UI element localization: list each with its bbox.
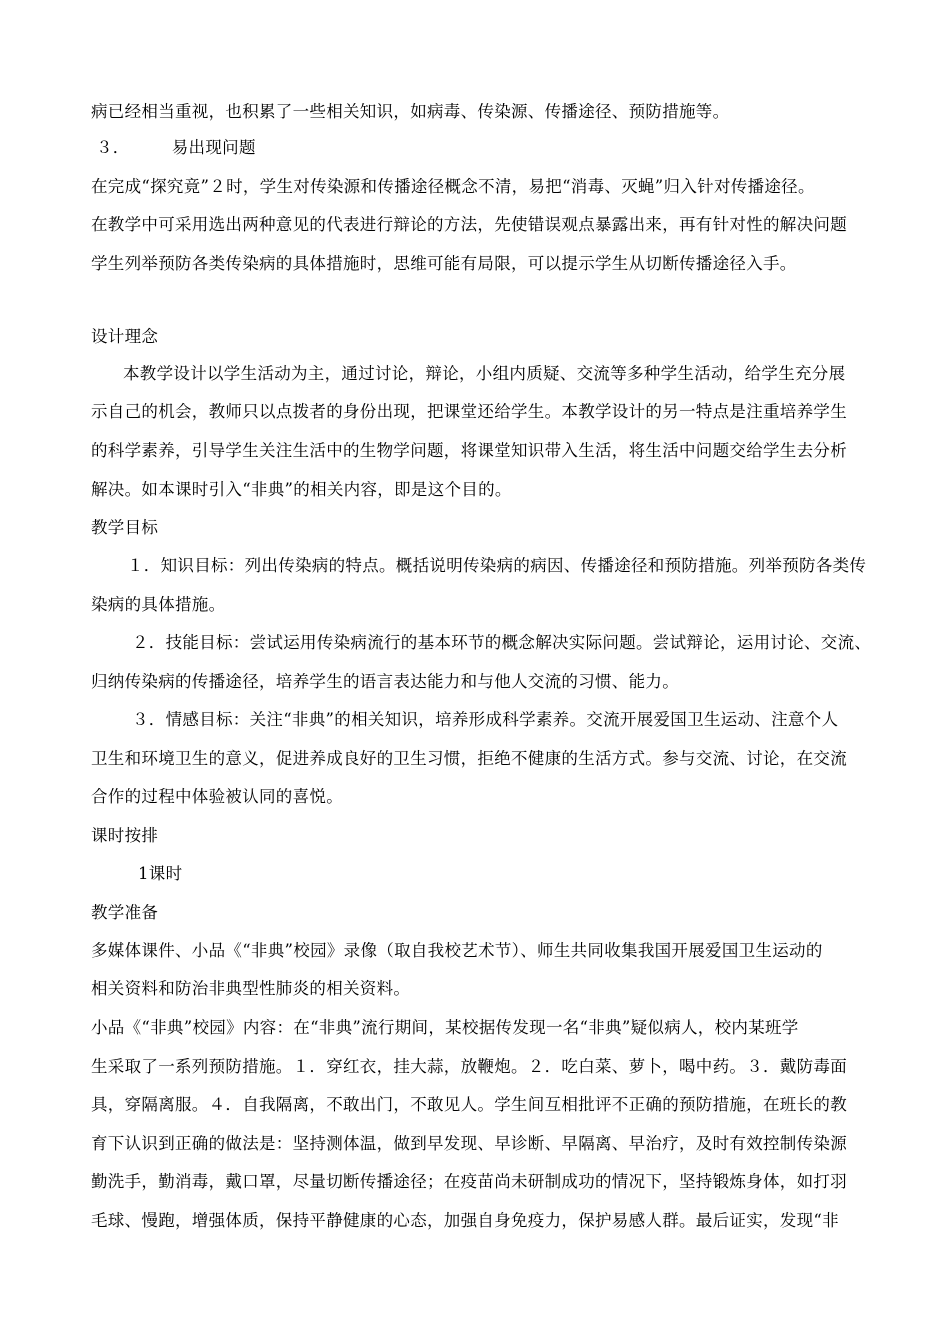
paragraph-line: 示自己的机会，教师只以点拨者的身份出现，把课堂还给学生。本教学设计的另一特点是注重培养学生 <box>91 402 847 421</box>
paragraph-line: 归纳传染病的传播途径，培养学生的语言表达能力和与他人交流的习惯、能力。 <box>91 672 679 691</box>
paragraph-line: 勤洗手，勤消毒，戴口罩，尽量切断传播途径；在疫苗尚未研制成功的情况下，坚持锻炼身体，如打羽 <box>91 1172 847 1191</box>
paragraph-line: 在教学中可采用选出两种意见的代表进行辩论的方法，先使错误观点暴露出来，再有针对性的解决问题 <box>91 215 847 234</box>
paragraph-line: 在完成“探究竟”２时，学生对传染源和传播途径概念不清，易把“消毒、灭蝇”归入针对传播途径。 <box>91 177 815 196</box>
paragraph-line: 解决。如本课时引入“非典”的相关内容，即是这个目的。 <box>91 480 512 499</box>
section-heading-design-concept: 设计理念 <box>91 327 159 346</box>
paragraph-line: 小品《“非典”校园》内容：在“非典”流行期间，某校据传发现一名“非典”疑似病人，校内某班学 <box>91 1018 799 1037</box>
paragraph-line: 的科学素养，引导学生关注生活中的生物学问题，将课堂知识带入生活，将生活中问题交给学生去分析 <box>91 441 847 460</box>
paragraph-line: 具，穿隔离服。４．自我隔离，不敢出门，不敢见人。学生间互相批评不正确的预防措施，在班长的教 <box>91 1095 847 1114</box>
paragraph-line: 相关资料和防治非典型性肺炎的相关资料。 <box>91 979 411 998</box>
paragraph-line: ２．技能目标：尝试运用传染病流行的基本环节的概念解决实际问题。尝试辩论，运用讨论、交流、 <box>132 633 872 652</box>
paragraph-line: １．知识目标：列出传染病的特点。概括说明传染病的病因、传播途径和预防措施。列举预防各类传 <box>127 556 867 575</box>
paragraph-line: ３．情感目标：关注“非典”的相关知识，培养形成科学素养。交流开展爱国卫生运动、注意个人 <box>132 710 839 729</box>
section-heading-preparation: 教学准备 <box>91 903 159 922</box>
section-heading-schedule: 课时按排 <box>91 826 159 845</box>
paragraph-line: 染病的具体措施。 <box>91 595 226 614</box>
paragraph-line: 1课时 <box>138 864 183 883</box>
paragraph-line: 多媒体课件、小品《“非典”校园》录像（取自我校艺术节）、师生共同收集我国开展爱国卫生运动的 <box>91 941 823 960</box>
paragraph-line: 学生列举预防各类传染病的具体措施时，思维可能有局限，可以提示学生从切断传播途径入手。 <box>91 254 797 273</box>
paragraph-line: 育下认识到正确的做法是：坚持测体温，做到早发现、早诊断、早隔离、早治疗，及时有效控制传染源 <box>91 1134 847 1153</box>
paragraph-line: 毛球、慢跑，增强体质，保持平静健康的心态，加强自身免疫力，保护易感人群。最后证实，发现“非 <box>91 1211 839 1230</box>
paragraph-line: 病已经相当重视，也积累了一些相关知识，如病毒、传染源、传播途径、预防措施等。 <box>91 102 730 121</box>
paragraph-line: 卫生和环境卫生的意义，促进养成良好的卫生习惯，拒绝不健康的生活方式。参与交流、讨论，在交流 <box>91 749 847 768</box>
paragraph-line: 合作的过程中体验被认同的喜悦。 <box>91 787 343 806</box>
section-heading-teaching-goals: 教学目标 <box>91 518 159 537</box>
section-heading-problems: ３． 易出现问题 <box>96 138 256 157</box>
paragraph-line: 生采取了一系列预防措施。１．穿红衣，挂大蒜，放鞭炮。２．吃白菜、萝卜，喝中药。３．戴防毒面 <box>91 1057 847 1076</box>
paragraph-line: 本教学设计以学生活动为主，通过讨论，辩论，小组内质疑、交流等多种学生活动，给学生充分展 <box>123 364 846 383</box>
